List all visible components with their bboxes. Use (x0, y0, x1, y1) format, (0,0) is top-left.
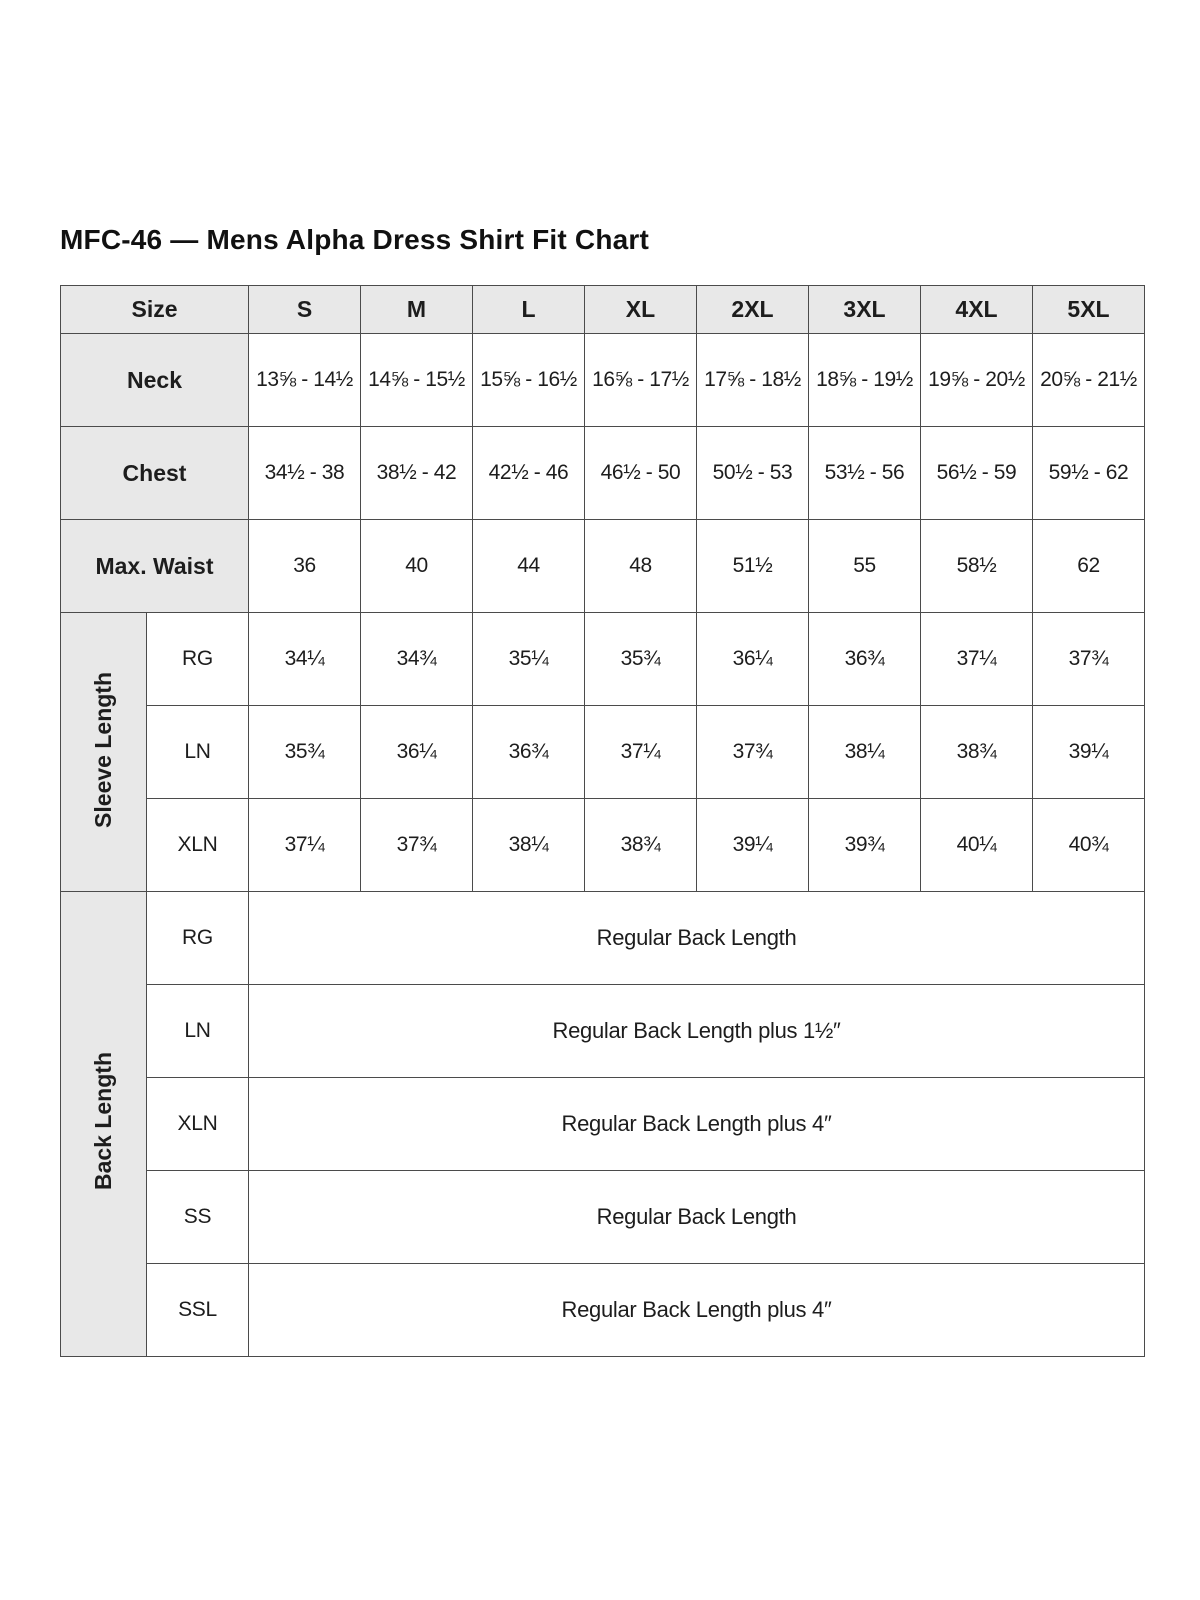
sleeve-rg-value: 34¼ (249, 613, 361, 706)
fit-chart-table (60, 285, 1145, 1357)
waist-value: 58½ (921, 520, 1033, 613)
chest-value: 50½ - 53 (697, 427, 809, 520)
sleeve-ln-value: 38¼ (809, 706, 921, 799)
size-col-header-5xl: 5XL (1033, 286, 1145, 334)
sleeve-xln-value: 37¾ (361, 799, 473, 892)
back-rg-code: RG (147, 892, 249, 985)
sleeve-ln-code: LN (147, 706, 249, 799)
row-label-max-waist: Max. Waist (61, 520, 249, 613)
page-title: MFC-46 — Mens Alpha Dress Shirt Fit Chart (60, 224, 650, 255)
sleeve-xln-code: XLN (147, 799, 249, 892)
sleeve-ln-value: 35¾ (249, 706, 361, 799)
size-col-header-3xl: 3XL (809, 286, 921, 334)
max-waist-row (61, 520, 1145, 613)
sleeve-rg-value: 35¾ (585, 613, 697, 706)
sleeve-xln-value: 37¼ (249, 799, 361, 892)
back-ss-row (61, 1171, 1145, 1264)
sleeve-ln-value: 37¼ (585, 706, 697, 799)
neck-value: 18⅝ - 19½ (809, 334, 921, 427)
neck-value: 20⅝ - 21½ (1033, 334, 1145, 427)
sleeve-rg-value: 36¼ (697, 613, 809, 706)
neck-value: 13⅝ - 14½ (249, 334, 361, 427)
size-col-header-4xl: 4XL (921, 286, 1033, 334)
neck-value: 17⅝ - 18½ (697, 334, 809, 427)
neck-value: 14⅝ - 15½ (361, 334, 473, 427)
back-ss-code: SS (147, 1171, 249, 1264)
size-header-cell: Size (61, 286, 249, 334)
sleeve-rg-value: 36¾ (809, 613, 921, 706)
row-label-neck: Neck (61, 334, 249, 427)
back-ln-code: LN (147, 985, 249, 1078)
sleeve-ln-row (61, 706, 1145, 799)
chest-value: 38½ - 42 (361, 427, 473, 520)
back-xln-row (61, 1078, 1145, 1171)
sleeve-ln-value: 38¾ (921, 706, 1033, 799)
size-col-header-xl: XL (585, 286, 697, 334)
sleeve-ln-value: 36¼ (361, 706, 473, 799)
back-rg-value: Regular Back Length (249, 892, 1145, 985)
chest-value: 59½ - 62 (1033, 427, 1145, 520)
back-xln-code: XLN (147, 1078, 249, 1171)
sleeve-xln-value: 38¼ (473, 799, 585, 892)
back-ssl-code: SSL (147, 1264, 249, 1357)
back-ssl-value: Regular Back Length plus 4″ (249, 1264, 1145, 1357)
chest-value: 46½ - 50 (585, 427, 697, 520)
header-row (61, 286, 1145, 334)
back-ssl-row (61, 1264, 1145, 1357)
sleeve-rg-code: RG (147, 613, 249, 706)
row-label-chest: Chest (61, 427, 249, 520)
sleeve-rg-value: 37¼ (921, 613, 1033, 706)
waist-value: 62 (1033, 520, 1145, 613)
sleeve-ln-value: 39¼ (1033, 706, 1145, 799)
waist-value: 36 (249, 520, 361, 613)
chest-value: 42½ - 46 (473, 427, 585, 520)
sleeve-rg-value: 34¾ (361, 613, 473, 706)
size-col-header-l: L (473, 286, 585, 334)
neck-value: 16⅝ - 17½ (585, 334, 697, 427)
waist-value: 55 (809, 520, 921, 613)
size-col-header-s: S (249, 286, 361, 334)
section-label-back-length (61, 892, 147, 1357)
back-ss-value: Regular Back Length (249, 1171, 1145, 1264)
back-xln-value: Regular Back Length plus 4″ (249, 1078, 1145, 1171)
chest-value: 56½ - 59 (921, 427, 1033, 520)
back-length-label: Back Length (90, 1052, 116, 1191)
neck-value: 19⅝ - 20½ (921, 334, 1033, 427)
sleeve-xln-value: 40¾ (1033, 799, 1145, 892)
waist-value: 51½ (697, 520, 809, 613)
sleeve-ln-value: 37¾ (697, 706, 809, 799)
section-label-sleeve-length (61, 613, 147, 892)
sleeve-rg-row (61, 613, 1145, 706)
waist-value: 40 (361, 520, 473, 613)
back-rg-row (61, 892, 1145, 985)
neck-row (61, 334, 1145, 427)
sleeve-xln-value: 38¾ (585, 799, 697, 892)
back-ln-value: Regular Back Length plus 1½″ (249, 985, 1145, 1078)
waist-value: 48 (585, 520, 697, 613)
neck-value: 15⅝ - 16½ (473, 334, 585, 427)
size-col-header-m: M (361, 286, 473, 334)
sleeve-ln-value: 36¾ (473, 706, 585, 799)
sleeve-rg-value: 37¾ (1033, 613, 1145, 706)
sleeve-xln-value: 40¼ (921, 799, 1033, 892)
chest-value: 34½ - 38 (249, 427, 361, 520)
sleeve-length-label: Sleeve Length (90, 671, 116, 828)
chest-row (61, 427, 1145, 520)
sleeve-xln-value: 39¼ (697, 799, 809, 892)
waist-value: 44 (473, 520, 585, 613)
sleeve-xln-value: 39¾ (809, 799, 921, 892)
back-ln-row (61, 985, 1145, 1078)
sleeve-rg-value: 35¼ (473, 613, 585, 706)
size-col-header-2xl: 2XL (697, 286, 809, 334)
sleeve-xln-row (61, 799, 1145, 892)
chest-value: 53½ - 56 (809, 427, 921, 520)
